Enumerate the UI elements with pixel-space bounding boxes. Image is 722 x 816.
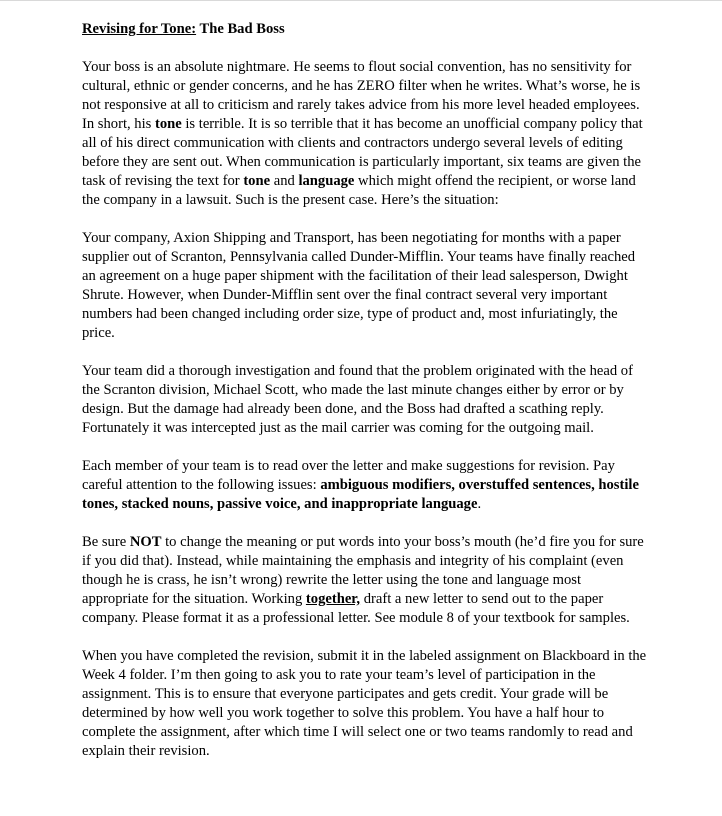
title-rest: The Bad Boss: [196, 21, 285, 37]
paragraph-company: [82, 229, 647, 343]
paragraph-segment: Be sure: [82, 534, 130, 550]
paragraph-segment: Your team did a thorough investigation and found that the problem originated with the head of the Scranton division, Michael Scott, who made the last minute changes either by error or by design. But the damage had already been done, and the Boss had drafted a scathing reply. Fortunately it was intercepted just as the mail carrier was coming for the outgoing mail.: [82, 363, 633, 436]
paragraph-submission: [82, 647, 647, 761]
paragraph-segment: Your boss is an absolute nightmare. He seems to flout social convention, has no sensitivity for cultural, ethnic or gender concerns, and he has ZERO filter when he writes. What’s worse, he is not responsive at all to criticism and rarely takes advice from his more level headed employees. In short, his: [82, 59, 641, 132]
paragraph-segment: is terrible. It is so terrible that it has become an unofficial company policy that all of his direct communication with clients and contractors undergo several levels of editing before they are sent out. When communication is particularly important, six teams are given the task of revising the text for: [82, 116, 643, 189]
paragraph-segment-bold: tone: [154, 116, 182, 132]
paragraph-segment-bold-underlined: together,: [305, 591, 361, 607]
paragraph-segment-bold: tone: [243, 173, 271, 189]
paragraph-segment: which might offend the recipient, or worse land the company in a lawsuit. Such is the present case. Here’s the situation:: [82, 173, 636, 208]
document-title: [82, 20, 647, 39]
paragraph-segment: and: [270, 173, 299, 189]
paragraph-instructions: [82, 457, 647, 514]
paragraph-intro: [82, 58, 647, 210]
paragraph-segment-bold: language: [298, 173, 355, 189]
paragraph-segment: Each member of your team is to read over the letter and make suggestions for revision. Pay careful attention to the following issues:: [82, 458, 615, 493]
paragraph-guidance: [82, 533, 647, 628]
paragraph-segment: draft a new letter to send out to the paper company. Please format it as a professional letter. See module 8 of your textbook for samples.: [82, 591, 630, 626]
title-underlined: Revising for Tone:: [82, 21, 197, 37]
paragraph-segment-bold: ambiguous modifiers, overstuffed sentences, hostile tones, stacked nouns, passive voice, and inappropriate language: [82, 477, 639, 512]
paragraph-segment: Your company, Axion Shipping and Transport, has been negotiating for months with a paper supplier out of Scranton, Pennsylvania called Dunder-Mifflin. Your teams have finally reached an agreement on a huge paper shipment with the facilitation of their lead salesperson, Dwight Shrute. However, when Dunder-Mifflin sent over the final contract several very important numbers had been changed including order size, type of product and, most infuriatingly, the price.: [82, 230, 636, 341]
paragraph-segment: to change the meaning or put words into your boss’s mouth (he’d fire you for sure if you did that). Instead, while maintaining the emphasis and integrity of his complaint (even though he is crass, he isn’t wrong) rewrite the letter using the tone and language most appropriate for the situation. Working: [82, 534, 644, 607]
paragraph-segment-bold: NOT: [129, 534, 162, 550]
page-top-border: [0, 0, 722, 1]
paragraph-segment: When you have completed the revision, submit it in the labeled assignment on Blackboard in the Week 4 folder. I’m then going to ask you to rate your team’s level of participation in the assignment. This is to ensure that everyone participates and gets credit. Your grade will be determined by how well you work together to solve this problem. You have a half hour to complete the assignment, after which time I will select one or two teams randomly to read and explain their revision.: [82, 648, 647, 759]
paragraph-segment: .: [477, 496, 482, 512]
paragraph-investigation: [82, 362, 647, 438]
